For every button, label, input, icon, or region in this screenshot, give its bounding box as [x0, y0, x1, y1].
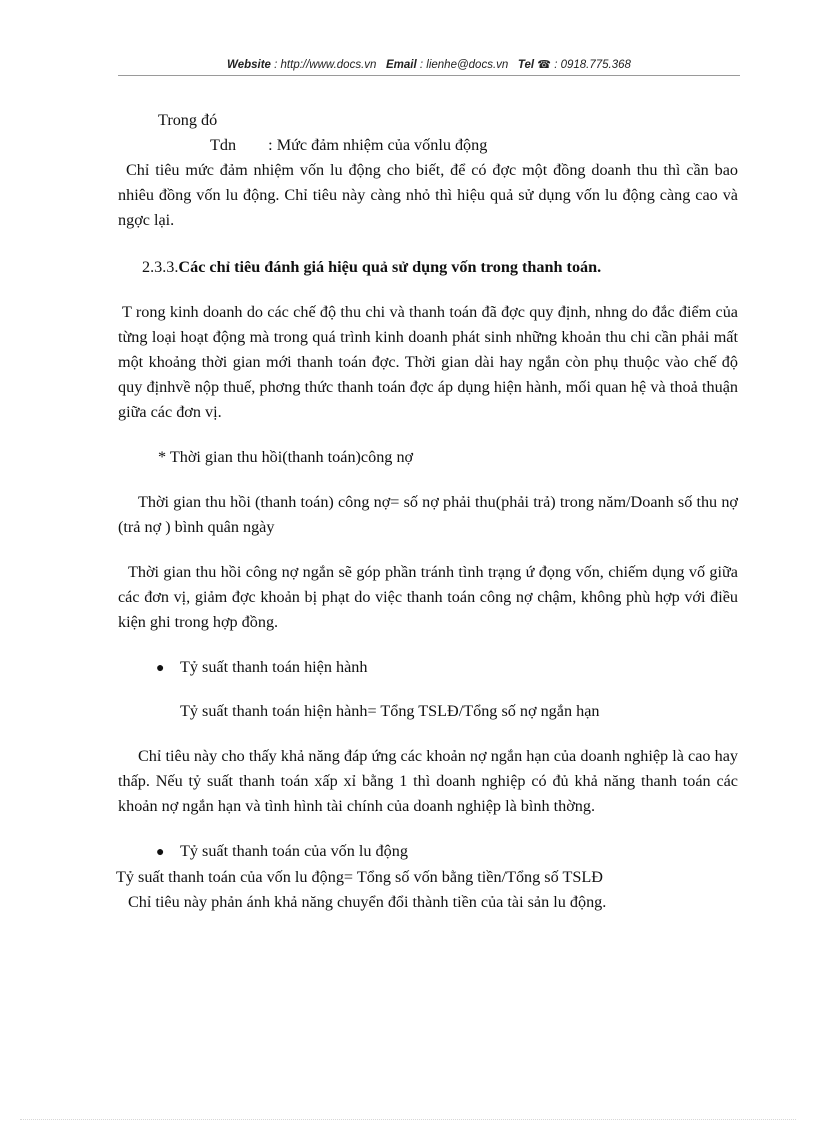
formula-von-luu-dong: Tỷ suất thanh toán của vốn lu động= Tổng số vốn bằng tiền/Tổng số TSLĐ [116, 868, 603, 886]
phone-icon: ☎ [537, 59, 551, 71]
tel-label: Tel [517, 59, 535, 71]
formula-hien-hanh: Tỷ suất thanh toán hiện hành= Tổng TSLĐ/Tổng số nợ ngắn hạn [180, 702, 600, 720]
page-header [118, 57, 740, 76]
trong-do-label: Trong đó [158, 111, 218, 129]
document-body [118, 108, 738, 915]
formula-thoi-gian: Thời gian thu hồi (thanh toán) công nợ= số nợ phải thu(phải trả) trong năm/Doanh số thu nợ (trả nợ ) bình quân ngày [118, 493, 738, 536]
bullet-icon: ● [156, 661, 165, 676]
footer-divider [20, 1119, 796, 1120]
bullet-1-text: Tỷ suất thanh toán hiện hành [180, 658, 368, 676]
website-url[interactable]: : http://www.docs.vn [274, 59, 377, 71]
section-heading [118, 255, 738, 280]
tdn-description: : Mức đảm nhiệm của vốnlu động [268, 136, 488, 154]
email-label: Email [386, 59, 417, 71]
email-address[interactable]: : lienhe@docs.vn [419, 59, 509, 71]
section-number: 2.3.3. [142, 258, 179, 276]
website-label: Website [227, 59, 271, 71]
paragraph-4: Chỉ tiêu này cho thấy khả năng đáp ứng các khoản nợ ngắn hạn của doanh nghiệp là cao hay thấp. Nếu tỷ suất thanh toán xấp xỉ bằng 1 thì doanh nghiệp có đủ khả năng thanh toán các khoản nợ ngắn hạn và tình hình tài chính của doanh nghiệp là bình thờng. [118, 747, 738, 815]
tdn-label: Tdn [210, 136, 237, 154]
bullet-2-text: Tỷ suất thanh toán của vốn lu động [180, 842, 408, 860]
bullet-item-1 [118, 655, 738, 681]
paragraph-5: Chỉ tiêu này phản ánh khả năng chuyển đổi thành tiền của tài sản lu động. [128, 893, 607, 911]
section-title: Các chỉ tiêu đánh giá hiệu quả sử dụng vốn trong thanh toán. [178, 258, 602, 276]
paragraph-3: Thời gian thu hồi công nợ ngắn sẽ góp phần tránh tình trạng ứ đọng vốn, chiếm dụng vố giữa các đơn vị, giảm đợc khoản bị phạt do việc thanh toán công nợ chậm, không phù hợp với điều kiện ghi trong hợp đồng. [118, 563, 738, 631]
tel-number: : 0918.775.368 [554, 59, 631, 71]
tdn-definition [118, 133, 738, 158]
paragraph-2: T rong kinh doanh do các chế độ thu chi và thanh toán đã đợc quy định, nhng do đắc điểm của từng loại hoạt động mà trong quá trình kinh doanh phát sinh những khoản thu chi cần phải mất một khoảng thời gian mới thanh toán đợc. Thời gian dài hay ngắn còn phụ thuộc vào chế độ quy địnhvề nộp thuế, phơng thức thanh toán đợc áp dụng hiện hành, mối quan hệ và thoả thuận giữa các đơn vị. [118, 303, 738, 421]
bullet-icon: ● [156, 845, 165, 860]
bullet-item-2 [118, 839, 738, 865]
item-thoi-gian: * Thời gian thu hồi(thanh toán)công nợ [158, 448, 414, 466]
paragraph-1: Chỉ tiêu mức đảm nhiệm vốn lu động cho biết, để có đợc một đồng doanh thu thì cần bao nhiêu đồng vốn lu động. Chỉ tiêu này càng nhỏ thì hiệu quả sử dụng vốn lu động càng cao và ngợc lại. [118, 161, 738, 229]
